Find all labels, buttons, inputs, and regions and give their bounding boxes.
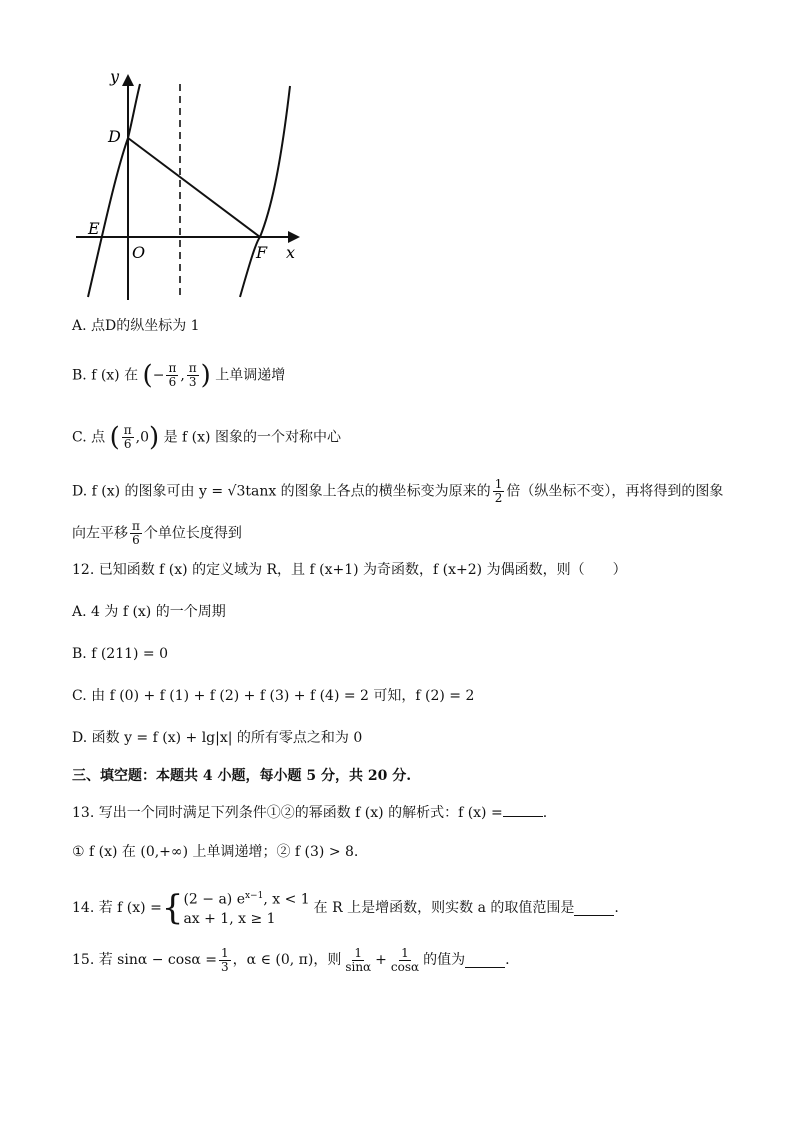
answer-blank[interactable] (503, 802, 543, 817)
paren-open: ( (109, 422, 120, 453)
q14: 14. 若 f (x) = { (2 − a) $e^{x-1}$, x < 1 ax + 1, x ≥ 1 在 R 上是增函数，则实数 a 的取值范围是 . (72, 888, 619, 928)
q11-c-prefix: C. 点 (72, 429, 106, 446)
label-d: D (108, 127, 121, 146)
function-graph-figure (68, 62, 308, 307)
answer-blank[interactable] (465, 953, 505, 968)
brace-icon: { (161, 888, 184, 928)
q11-c-zero: ,0 (135, 429, 149, 446)
right-curve-branch (240, 86, 290, 297)
paren-close: ) (148, 422, 160, 453)
label-y: y (110, 67, 120, 86)
q12-option-d: D. 函数 y = f (x) + lg|x| 的所有零点之和为 0 (72, 730, 363, 746)
fraction: $\frac{\pi}{3}$ (188, 361, 197, 389)
q12-option-b: B. f (211) = 0 (72, 646, 169, 662)
q15-prefix: 15. 若 sinα − cosα = (72, 952, 218, 968)
case-1: (2 − a) $e^{x-1}$, x < 1 (183, 891, 310, 908)
q14-suffix: 在 R 上是增函数，则实数 a 的取值范围是 (313, 900, 575, 916)
q12-stem: 12. 已知函数 f (x) 的定义域为 R，且 f (x+1) 为奇函数，f (x+2) 为偶函数，则（ ） (72, 562, 627, 578)
q13-stem: 13. 写出一个同时满足下列条件①②的幂函数 f (x) 的解析式：f (x) = . (72, 802, 547, 823)
q12-option-a: A. 4 为 f (x) 的一个周期 (72, 604, 226, 620)
q13-conditions: ① f (x) 在 (0,+∞) 上单调递增；② f (3) > 8. (72, 844, 359, 860)
label-f: F (256, 243, 268, 262)
q11-option-d-line1 (72, 478, 723, 505)
fraction: $\frac{1}{2}$ (494, 477, 503, 505)
q11-d2-prefix: 向左平移 (72, 525, 128, 542)
q13-stem-text: 13. 写出一个同时满足下列条件①②的幂函数 f (x) 的解析式：f (x) = (72, 805, 503, 821)
q11-d-suffix: 倍（纵坐标不变），再将得到的图象 (506, 483, 724, 500)
plus-sign: + (375, 952, 387, 968)
q12-option-c: C. 由 f (0) + f (1) + f (2) + f (3) + f (4) = 2 可知，f (2) = 2 (72, 688, 475, 704)
label-e: E (88, 219, 100, 238)
fraction: $\frac{\pi}{6}$ (132, 519, 140, 547)
piecewise-cases (183, 887, 309, 929)
segment-df (128, 138, 260, 237)
fraction: $\frac{\pi}{6}$ (123, 423, 132, 451)
q11-b-suffix: 上单调递增 (215, 367, 286, 384)
case-2: ax + 1, x ≥ 1 (183, 910, 276, 927)
fraction: $\frac{1}{3}$ (221, 945, 229, 974)
paren-close: ) (200, 360, 211, 391)
q11-d-prefix: D. f (x) 的图象可由 y = √3tanx 的图象上各点的横坐标变为原来的 (72, 483, 491, 500)
fraction: $\frac{1}{\sin\alpha}$ (345, 945, 372, 974)
label-x: x (286, 243, 296, 262)
q11-b-prefix: B. f (x) 在 (72, 367, 139, 384)
left-curve-branch (88, 84, 140, 297)
fraction: $\frac{\pi}{6}$ (168, 361, 177, 389)
label-o: O (132, 243, 146, 262)
q11-option-b: B. f (x) 在 (− $\frac{\pi}{6}$ , $\frac{\pi}{3}$ ) 上单调递增 (72, 360, 286, 391)
paren-open: ( (142, 360, 153, 391)
q11-c-suffix: 是 f (x) 图象的一个对称中心 (163, 429, 341, 446)
q15-middle: ，α ∈ (0, π)，则 (232, 952, 342, 968)
q11-option-c (72, 424, 341, 451)
q11-d2-suffix: 个单位长度得到 (143, 525, 242, 542)
q11-option-a: A. 点D的纵坐标为 1 (72, 318, 200, 334)
q14-prefix: 14. 若 f (x) = (72, 900, 162, 916)
q15-suffix: 的值为 (423, 952, 466, 968)
q11-option-d-line2 (72, 520, 242, 547)
x-axis-arrow (288, 231, 300, 243)
y-axis-arrow (122, 74, 134, 86)
fraction: $\frac{1}{\cos\alpha}$ (390, 945, 420, 974)
q15: 15. 若 sinα − cosα = $\frac{1}{3}$ ，α ∈ (0, π)，则 $\frac{1}{\sin\alpha}$ + $\frac{1}{\cos\alpha}$ 的值为 . (72, 945, 510, 974)
section-heading: 三、填空题：本题共 4 小题，每小题 5 分，共 20 分. (72, 768, 412, 784)
answer-blank[interactable] (574, 901, 614, 916)
